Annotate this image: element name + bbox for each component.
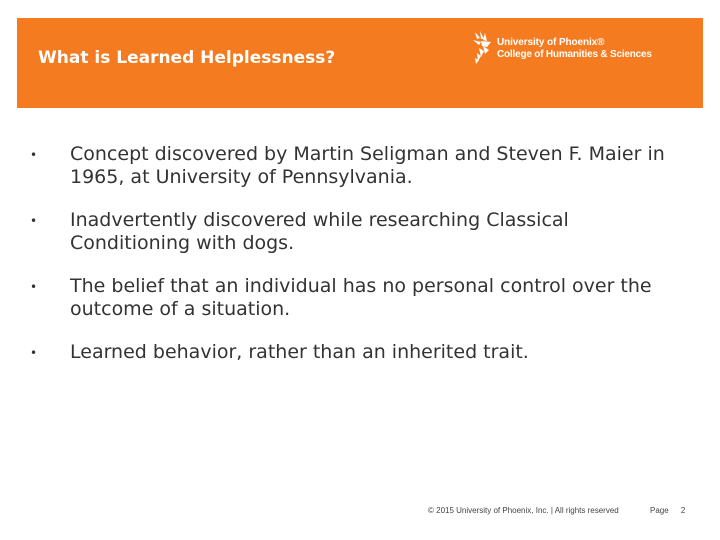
bullet-marker: •	[30, 148, 38, 162]
bullet-marker: •	[30, 280, 38, 294]
bullet-item	[30, 209, 690, 255]
page-indicator	[650, 506, 685, 515]
university-of-phoenix-bird-icon	[471, 30, 495, 66]
logo-university-name: University of Phoenix®	[497, 37, 605, 48]
logo-college-name: College of Humanities & Sciences	[497, 49, 652, 60]
bullet-text: The belief that an individual has no personal control over the outcome of a situation.	[70, 275, 652, 320]
bullet-marker: •	[30, 346, 38, 360]
bullet-text: Inadvertently discovered while researching Classical Conditioning with dogs.	[70, 209, 569, 254]
bullet-item	[30, 143, 690, 189]
bullet-item	[30, 341, 690, 364]
bullet-list	[30, 143, 690, 384]
slide-title: What is Learned Helplessness?	[38, 48, 336, 68]
bullet-item	[30, 275, 690, 321]
bullet-text: Concept discovered by Martin Seligman and Steven F. Maier in 1965, at University of Pennsylvania.	[70, 143, 665, 188]
page-label: Page	[650, 506, 669, 515]
page-number: 2	[680, 506, 686, 515]
copyright-notice: © 2015 University of Phoenix, Inc. | All rights reserved	[428, 506, 619, 515]
bullet-marker: •	[30, 214, 38, 228]
bullet-text: Learned behavior, rather than an inherited trait.	[70, 341, 529, 363]
university-logo	[471, 30, 671, 66]
